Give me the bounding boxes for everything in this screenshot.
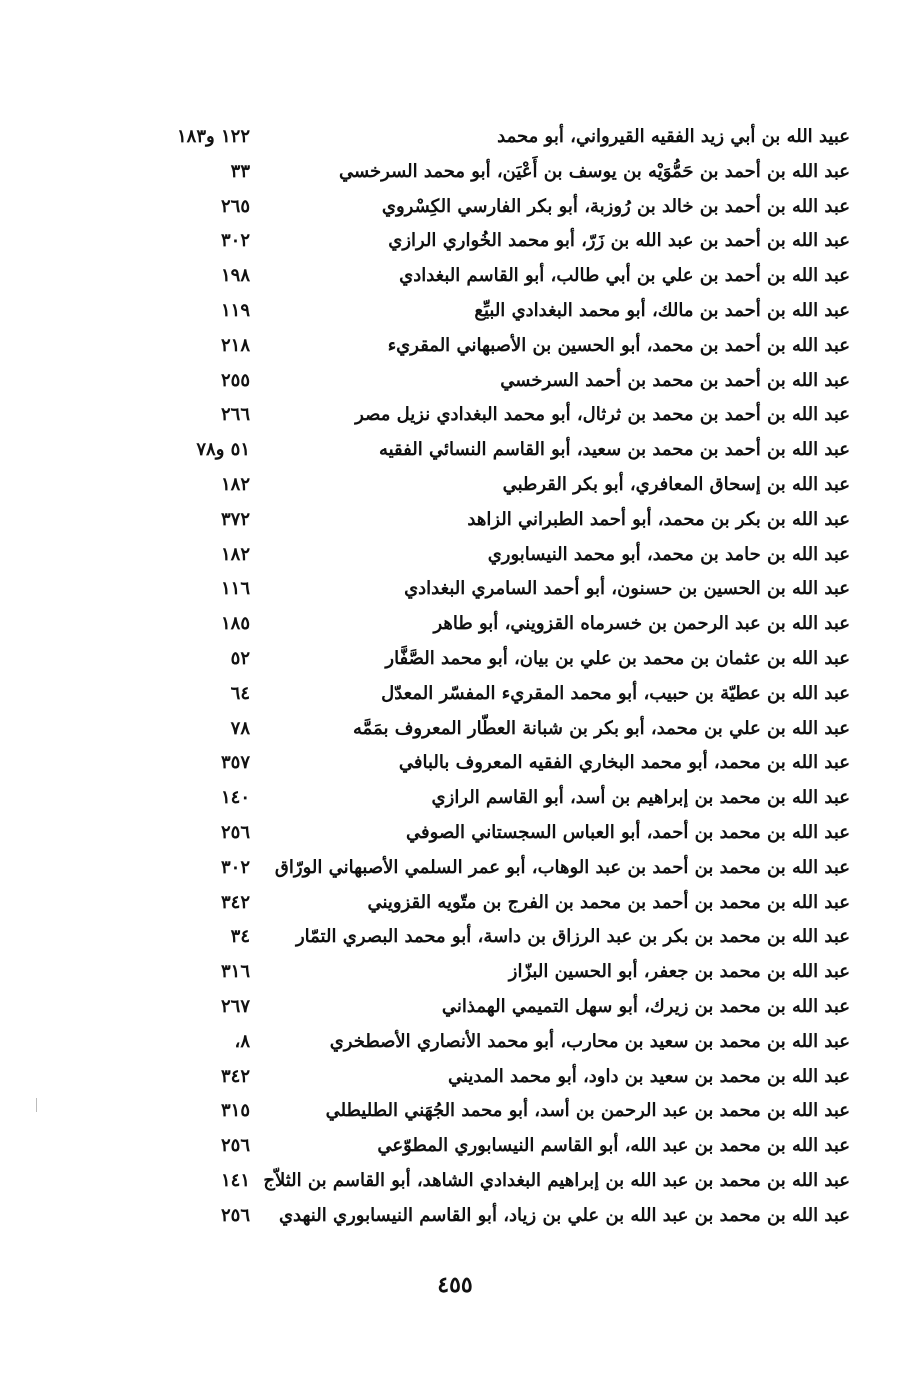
index-entry: [140, 607, 850, 642]
entry-page-refs: ١٤٠: [220, 787, 250, 809]
index-entry: [140, 1094, 850, 1129]
entry-page-refs: ١١٦: [220, 578, 250, 600]
page-number: ٤٥٥: [437, 1272, 473, 1298]
entry-page-refs: ١٤١: [220, 1169, 250, 1191]
entry-name: عبد الله بن محمد بن سعيد بن محارب، أبو محمد الأنصاري الأصطخري: [329, 1030, 850, 1052]
entry-name: عبد الله بن محمد بن عبد الله بن علي بن زياد، أبو القاسم النيسابوري النهدي: [278, 1204, 850, 1226]
index-entry: [140, 329, 850, 364]
entry-name: عبد الله بن أحمد بن حَمُّوَيْه بن يوسف بن أَعْيَن، أبو محمد السرخسي: [338, 160, 850, 182]
entry-page-refs: ٢٦٦: [220, 404, 250, 426]
entry-name: عبد الله بن أحمد بن محمد بن سعيد، أبو القاسم النسائي الفقيه: [378, 439, 850, 461]
index-entry: [140, 1129, 850, 1164]
index-entry: [140, 468, 850, 503]
entry-page-refs: ٣٥٧: [220, 752, 250, 774]
entry-page-refs: ٥١ و٧٨: [196, 439, 250, 461]
entry-page-refs: ٢٦٧: [220, 995, 250, 1017]
entry-page-refs: ٢٥٥: [220, 369, 250, 391]
index-entry: [140, 1025, 850, 1060]
entry-name: عبد الله بن الحسين بن حسنون، أبو أحمد السامري البغدادي: [404, 578, 850, 600]
name-index-list: [140, 120, 850, 1234]
entry-page-refs: ٣٧٢: [220, 508, 250, 530]
entry-name: عبد الله بن أحمد بن محمد بن أحمد السرخسي: [500, 369, 850, 391]
index-entry: [140, 572, 850, 607]
entry-name: عبد الله بن علي بن محمد، أبو بكر بن شبانة العطّار المعروف بمَمَّه: [353, 717, 850, 739]
entry-name: عبد الله بن أحمد بن خالد بن رُوزبة، أبو بكر الفارسي الكِسْروي: [381, 195, 850, 217]
index-entry: [140, 1199, 850, 1234]
entry-name: عبد الله بن محمد بن سعيد بن داود، أبو محمد المديني: [447, 1065, 850, 1087]
entry-page-refs: ١٩٨: [220, 265, 250, 287]
entry-page-refs: ٢٥٦: [220, 1135, 250, 1157]
index-entry: [140, 538, 850, 573]
entry-name: عبد الله بن محمد بن عبد الله، أبو القاسم النيسابوري المطوّعي: [377, 1135, 850, 1157]
margin-mark: [36, 1098, 37, 1112]
entry-page-refs: ١١٩: [220, 299, 250, 321]
entry-name: عبيد الله بن أبي زيد الفقيه القيرواني، أبو محمد: [497, 126, 850, 147]
entry-page-refs: ٣٠٢: [220, 230, 250, 252]
entry-page-refs: ٣٤٢: [220, 1065, 250, 1087]
index-entry: [140, 120, 850, 155]
entry-name: عبد الله بن أحمد بن علي بن أبي طالب، أبو القاسم البغدادي: [399, 265, 850, 287]
entry-page-refs: ٢٥٦: [220, 821, 250, 843]
entry-page-refs: ٢٥٦: [220, 1204, 250, 1226]
entry-name: عبد الله بن محمد بن أحمد، أبو العباس السجستاني الصوفي: [406, 821, 850, 843]
entry-name: عبد الله بن أحمد بن محمد بن ثرثال، أبو محمد البغدادي نزيل مصر: [355, 404, 850, 426]
index-entry: [140, 1060, 850, 1095]
index-entry: [140, 155, 850, 190]
entry-page-refs: ٣٤٢: [220, 891, 250, 913]
index-entry: [140, 955, 850, 990]
index-entry: [140, 816, 850, 851]
index-entry: [140, 920, 850, 955]
entry-name: عبد الله بن محمد بن عبد الله بن إبراهيم البغدادي الشاهد، أبو القاسم بن الثلاّج: [263, 1169, 850, 1191]
entry-name: عبد الله بن محمد بن أحمد بن محمد بن الفرج بن متّويه القزويني: [367, 891, 850, 913]
entry-name: عبد الله بن أحمد بن عبد الله بن زَرّ، أبو محمد الخُواري الرازي: [388, 230, 850, 252]
entry-name: عبد الله بن عبد الرحمن بن خسرماه القزويني، أبو طاهر: [433, 613, 850, 635]
entry-page-refs: ١٨٢: [220, 543, 250, 565]
entry-page-refs: ٥٢: [230, 647, 250, 669]
index-entry: [140, 433, 850, 468]
entry-name: عبد الله بن بكر بن محمد، أبو أحمد الطبراني الزاهد: [467, 508, 850, 530]
entry-page-refs: ٢١٨: [220, 334, 250, 356]
index-entry: [140, 398, 850, 433]
entry-page-refs: ٦٤: [230, 682, 250, 704]
entry-name: عبد الله بن محمد بن عبد الرحمن بن أسد، أبو محمد الجُهَني الطليطلي: [325, 1100, 850, 1122]
entry-page-refs: ٧٨: [230, 717, 250, 739]
index-entry: [140, 851, 850, 886]
entry-name: عبد الله بن حامد بن محمد، أبو محمد النيسابوري: [487, 543, 850, 565]
index-entry: [140, 886, 850, 921]
entry-page-refs: ١٢٢ و١٨٣: [177, 126, 250, 147]
entry-page-refs: ٣٤: [230, 926, 250, 948]
entry-page-refs: ٣٣: [230, 160, 250, 182]
entry-name: عبد الله بن أحمد بن محمد، أبو الحسين بن الأصبهاني المقريء: [387, 334, 850, 356]
entry-page-refs: ٨،: [234, 1030, 250, 1052]
entry-name: عبد الله بن أحمد بن مالك، أبو محمد البغدادي البيِّع: [474, 299, 850, 321]
index-entry: [140, 294, 850, 329]
entry-name: عبد الله بن عثمان بن محمد بن علي بن بيان، أبو محمد الصَّفَّار: [385, 647, 850, 669]
entry-name: عبد الله بن محمد، أبو محمد البخاري الفقيه المعروف بالبافي: [398, 752, 850, 774]
entry-name: عبد الله بن إسحاق المعافري، أبو بكر القرطبي: [502, 473, 850, 495]
entry-page-refs: ٣١٦: [220, 961, 250, 983]
entry-page-refs: ٢٦٥: [220, 195, 250, 217]
index-entry: [140, 1164, 850, 1199]
index-entry: [140, 224, 850, 259]
index-entry: [140, 712, 850, 747]
entry-name: عبد الله بن محمد بن بكر بن عبد الرزاق بن داسة، أبو محمد البصري التمّار: [295, 926, 850, 948]
entry-page-refs: ٣١٥: [220, 1100, 250, 1122]
entry-name: عبد الله بن عطيّة بن حبيب، أبو محمد المقريء المفسّر المعدّل: [381, 682, 850, 704]
entry-name: عبد الله بن محمد بن أحمد بن عبد الوهاب، أبو عمر السلمي الأصبهاني الورّاق: [274, 856, 850, 878]
entry-name: عبد الله بن محمد بن إبراهيم بن أسد، أبو القاسم الرازي: [431, 787, 850, 809]
entry-page-refs: ١٨٢: [220, 473, 250, 495]
index-entry: [140, 746, 850, 781]
index-entry: [140, 990, 850, 1025]
entry-page-refs: ٣٠٢: [220, 856, 250, 878]
entry-name: عبد الله بن محمد بن جعفر، أبو الحسين البزّاز: [508, 961, 850, 983]
index-entry: [140, 503, 850, 538]
index-entry: [140, 259, 850, 294]
entry-name: عبد الله بن محمد بن زيرك، أبو سهل التميمي الهمذاني: [441, 995, 850, 1017]
index-entry: [140, 642, 850, 677]
index-entry: [140, 190, 850, 225]
index-entry: [140, 677, 850, 712]
entry-page-refs: ١٨٥: [220, 613, 250, 635]
index-entry: [140, 781, 850, 816]
index-entry: [140, 364, 850, 399]
